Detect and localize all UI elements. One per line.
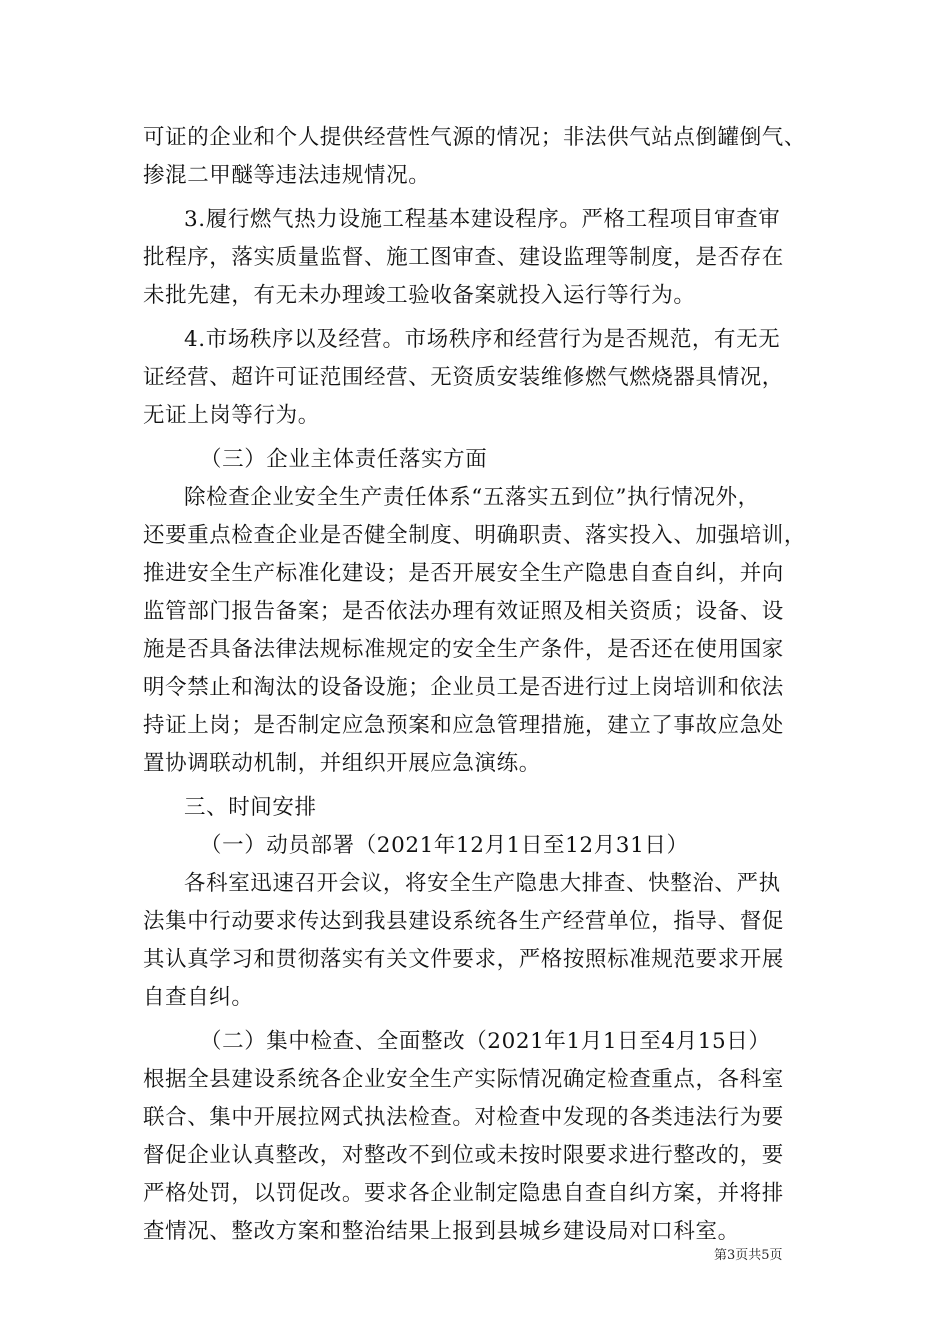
text-line: 未批先建，有无未办理竣工验收备案就投入运行等行为。 bbox=[143, 283, 696, 308]
text-line: 联合、集中开展拉网式执法检查。对检查中发现的各类违法行为要 bbox=[143, 1105, 784, 1130]
text-line: 其认真学习和贯彻落实有关文件要求，严格按照标准规范要求开展 bbox=[143, 947, 784, 972]
text-line: 证经营、超许可证范围经营、无资质安装维修燃气燃烧器具情况， bbox=[143, 365, 784, 390]
text-line: 置协调联动机制，并组织开展应急演练。 bbox=[143, 751, 541, 776]
text-line: 各科室迅速召开会议，将安全生产隐患大排查、快整治、严执 bbox=[184, 871, 781, 896]
section-heading: （三）企业主体责任落实方面 bbox=[200, 447, 488, 472]
text-line: 还要重点检查企业是否健全制度、明确职责、落实投入、加强培训， bbox=[143, 523, 807, 548]
text-line: 无证上岗等行为。 bbox=[143, 403, 320, 428]
text-line: 查情况、整改方案和整治结果上报到县城乡建设局对口科室。 bbox=[143, 1219, 740, 1244]
text-line: 监管部门报告备案；是否依法办理有效证照及相关资质；设备、设 bbox=[143, 599, 784, 624]
section-heading: （二）集中检查、全面整改（2021年1月1日至4月15日） bbox=[200, 1029, 771, 1054]
text-line: 施是否具备法律法规标准规定的安全生产条件，是否还在使用国家 bbox=[143, 637, 784, 662]
document-body bbox=[143, 119, 813, 1251]
text-line: 自查自纠。 bbox=[143, 985, 254, 1010]
section-heading: 三、时间安排 bbox=[184, 795, 317, 820]
text-line: 推进安全生产标准化建设；是否开展安全生产隐患自查自纠，并向 bbox=[143, 561, 784, 586]
text-line: 督促企业认真整改，对整改不到位或未按时限要求进行整改的，要 bbox=[143, 1143, 784, 1168]
text-line: 4.市场秩序以及经营。市场秩序和经营行为是否规范，有无无 bbox=[184, 327, 781, 352]
text-line: 法集中行动要求传达到我县建设系统各生产经营单位，指导、督促 bbox=[143, 909, 784, 934]
text-line: 严格处罚，以罚促改。要求各企业制定隐患自查自纠方案，并将排 bbox=[143, 1181, 784, 1206]
text-line: 持证上岗；是否制定应急预案和应急管理措施，建立了事故应急处 bbox=[143, 713, 784, 738]
text-line: 可证的企业和个人提供经营性气源的情况；非法供气站点倒罐倒气、 bbox=[143, 125, 807, 150]
section-heading: （一）动员部署（2021年12月1日至12月31日） bbox=[200, 833, 689, 858]
text-line: 批程序，落实质量监督、施工图审查、建设监理等制度，是否存在 bbox=[143, 245, 784, 270]
page-number: 第3页共5页 bbox=[714, 1248, 783, 1263]
text-line: 明令禁止和淘汰的设备设施；企业员工是否进行过上岗培训和依法 bbox=[143, 675, 784, 700]
text-line: 根据全县建设系统各企业安全生产实际情况确定检查重点，各科室 bbox=[143, 1067, 784, 1092]
text-line: 3.履行燃气热力设施工程基本建设程序。严格工程项目审查审 bbox=[184, 207, 781, 232]
text-line: 除检查企业安全生产责任体系“五落实五到位”执行情况外， bbox=[184, 485, 760, 510]
text-line: 掺混二甲醚等违法违规情况。 bbox=[143, 163, 431, 188]
